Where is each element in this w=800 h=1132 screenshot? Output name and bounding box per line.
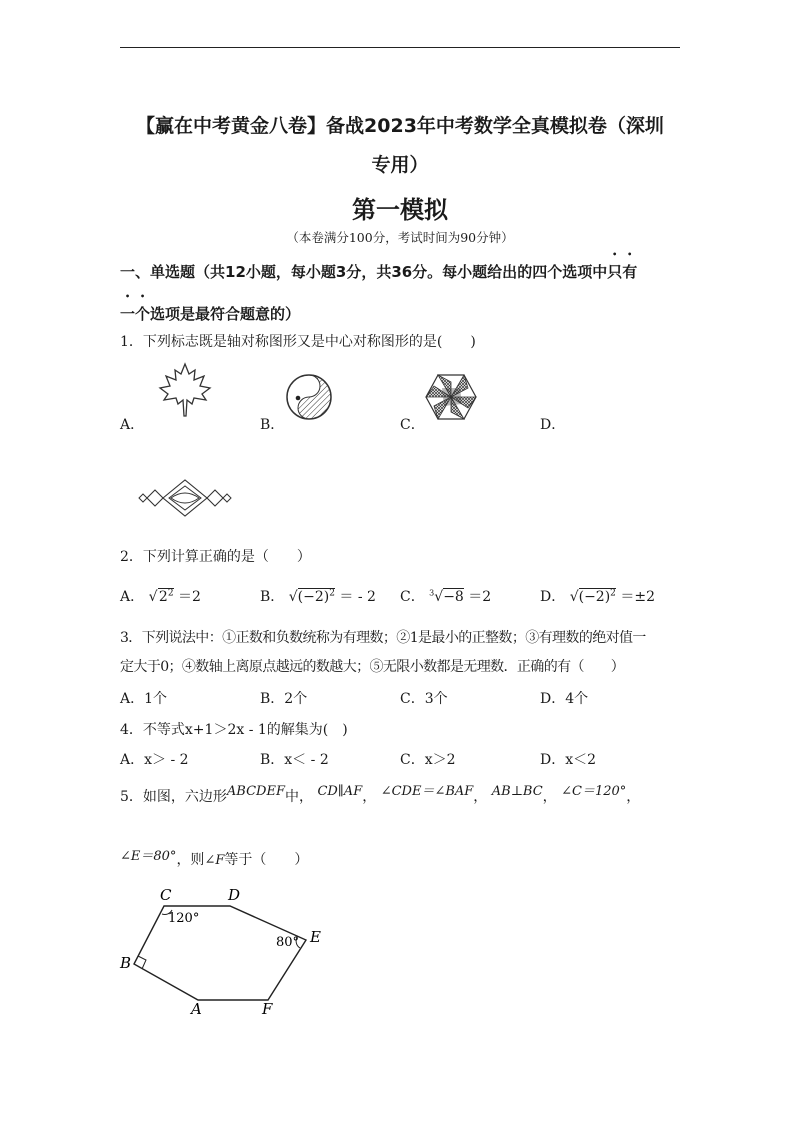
q3-option-b: B．2个 (260, 691, 308, 707)
exam-title-line1: 【赢在中考黄金八卷】备战2023年中考数学全真模拟卷（深圳 (136, 115, 664, 137)
q3-option-d: D．4个 (540, 691, 589, 707)
q2-option-a: A． √ $2^2 =2$ (120, 588, 201, 605)
q1-option-b-label: B． (260, 417, 285, 433)
hexagon-name: ABCDEF (226, 784, 285, 799)
q4-option-b: B．x＜ - 2 (260, 752, 329, 768)
q2-option-d: D． $√(-2)^2 =\pm 2$ (540, 588, 655, 605)
sqrt-expression: √ $2^2$ (148, 588, 174, 605)
angle-e-condition: ∠E＝80° (120, 849, 177, 864)
question-5-line1: 5．如图，六边形ABCDEF中， CD∥AF， ∠CDE＝∠BAF， AB⊥BC， ∠C＝120°， (120, 784, 641, 805)
question-3-line2: 定大于0；④数轴上离原点越远的数越大；⑤无限小数都是无理数．正确的有（ ） (120, 659, 625, 675)
question-4-text: 4．不等式x+1＞2x - 1的解集为( ) (120, 722, 348, 738)
angle-label-e: 80° (276, 935, 300, 950)
q1-option-a-label: A． (120, 417, 145, 433)
section-heading-line1: 一、单选题（共12小题，每小题3分，共36分。每小题给出的四个选项中只有 (120, 263, 638, 281)
pinwheel-icon (424, 372, 478, 422)
mock-title: 第一模拟 (352, 196, 448, 224)
vertex-label-a: A (191, 1000, 202, 1018)
vertex-label-f: F (262, 1000, 273, 1018)
exam-title-line2: 专用） (371, 154, 429, 176)
sqrt-expression: $√(-2)^2$ (569, 588, 616, 605)
q4-option-d: D．x＜2 (540, 752, 597, 768)
q2-option-c: C． $^3$√−8 ＝2 (400, 588, 492, 605)
emphasis-char: 一 (120, 305, 136, 323)
vertex-label-e: E (310, 928, 321, 946)
maple-leaf-icon (152, 360, 218, 420)
perpendicular-condition: AB⊥BC (491, 784, 543, 799)
yin-yang-icon (284, 372, 334, 422)
top-rule (120, 47, 680, 48)
diamond-chain-icon (135, 478, 235, 518)
angle-equal-condition: ∠CDE＝∠BAF (380, 784, 474, 799)
angle-c-condition: ∠C＝120° (561, 784, 627, 799)
parallel-condition: CD∥AF (317, 784, 363, 799)
cube-root-expression: $^3$√−8 (429, 588, 464, 605)
q2-option-b: B． $√(-2)^2$ ＝ - 2 (260, 588, 376, 605)
angle-label-c: 120° (168, 911, 200, 926)
exam-subtitle: （本卷满分100分，考试时间为90分钟） (286, 230, 514, 245)
q3-option-a: A．1个 (120, 691, 168, 707)
vertex-label-c: C (160, 886, 172, 904)
hexagon-shape (134, 906, 306, 1000)
q1-option-d-label: D． (540, 417, 566, 433)
emphasis-char: 只 (607, 263, 623, 281)
question-1-text: 1．下列标志既是轴对称图形又是中心对称图形的是( ) (120, 334, 476, 350)
section-heading-line2: 一个选项是最符合题意的） (120, 305, 301, 323)
sqrt-expression: $√(-2)^2$ (288, 588, 335, 605)
emphasis-char: 有 (622, 263, 638, 281)
emphasis-char: 个 (135, 305, 151, 323)
hexagon-figure (118, 880, 338, 1020)
vertex-label-d: D (228, 886, 241, 904)
question-3-line1: 3．下列说法中：①正数和负数统称为有理数；②1是最小的正整数；③有理数的绝对值一 (120, 630, 646, 646)
q4-option-a: A．x＞ - 2 (120, 752, 189, 768)
question-2-text: 2．下列计算正确的是（ ） (120, 549, 311, 565)
q3-option-c: C．3个 (400, 691, 448, 707)
q4-option-c: C．x＞2 (400, 752, 456, 768)
q1-option-c-label: C． (400, 417, 425, 433)
vertex-label-b: B (120, 954, 132, 972)
question-5-line2: ∠E＝80°，则∠F等于（ ） (120, 849, 309, 868)
